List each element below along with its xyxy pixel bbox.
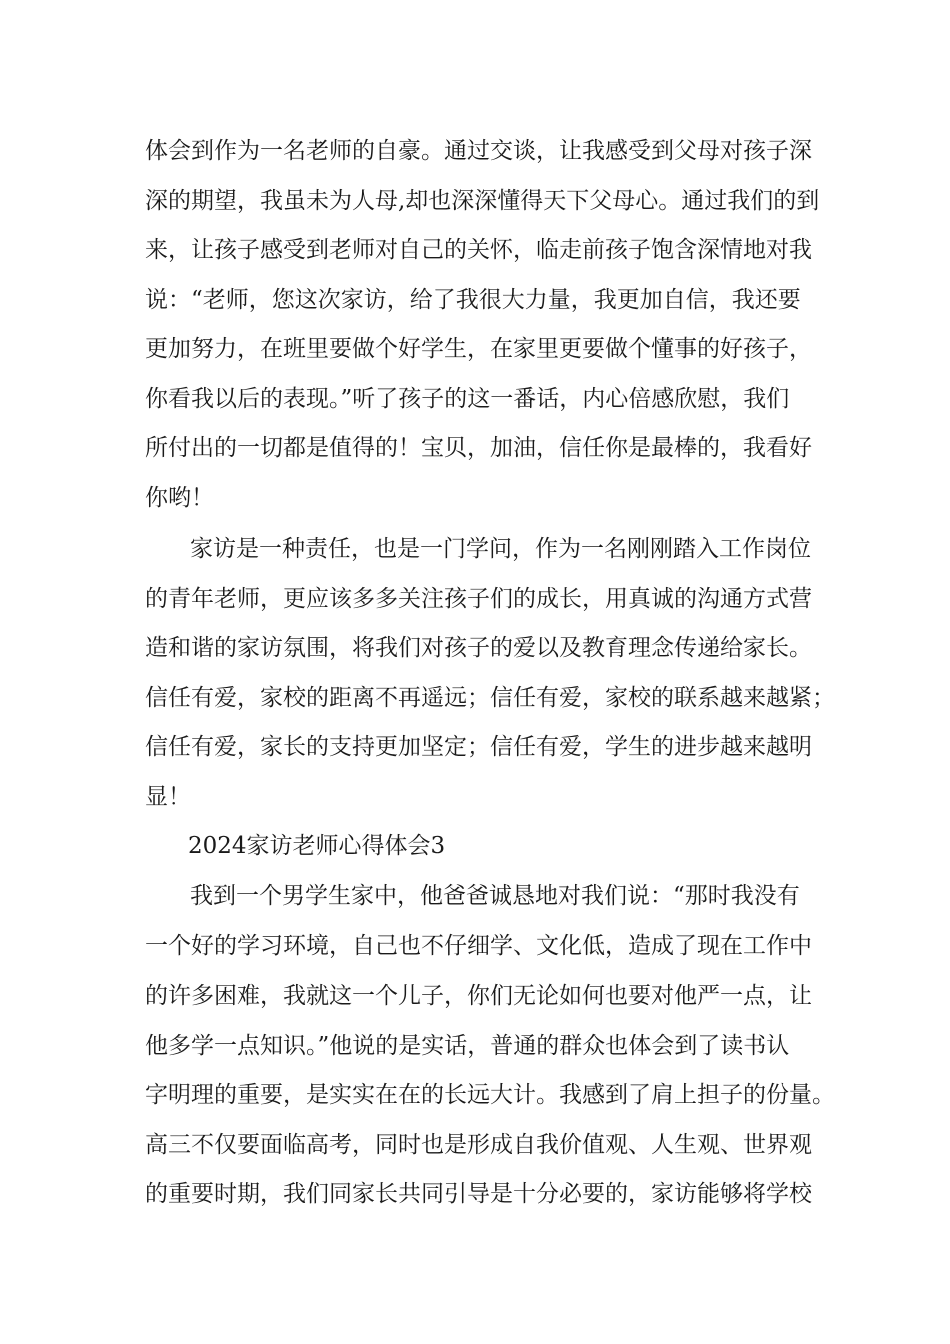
paragraph-line: 的重要时期，我们同家长共同引导是十分必要的，家访能够将学校 [145, 1181, 812, 1207]
paragraph-line: 说：“老师，您这次家访，给了我很大力量，我更加自信，我还要 [145, 287, 801, 313]
paragraph-line: 你哟！ [145, 485, 214, 511]
section-heading: 2024家访老师心得体会3 [188, 833, 446, 859]
paragraph-line: 更加努力，在班里要做个好学生，在家里更要做个懂事的好孩子， [145, 336, 812, 362]
paragraph-line: 信任有爱，家长的支持更加坚定；信任有爱，学生的进步越来越明 [145, 734, 812, 760]
paragraph-line: 造和谐的家访氛围，将我们对孩子的爱以及教育理念传递给家长。 [145, 635, 812, 661]
paragraph-line: 所付出的一切都是值得的！宝贝，加油，信任你是最棒的，我看好 [145, 435, 812, 461]
paragraph-line: 家访是一种责任，也是一门学问，作为一名刚刚踏入工作岗位 [190, 536, 811, 562]
paragraph-line: 深的期望，我虽未为人母,却也深深懂得天下父母心。通过我们的到 [145, 188, 820, 214]
paragraph-line: 一个好的学习环境，自己也不仔细学、文化低，造成了现在工作中 [145, 933, 812, 959]
paragraph-line: 高三不仅要面临高考，同时也是形成自我价值观、人生观、世界观 [145, 1132, 812, 1158]
paragraph-line: 他多学一点知识。”他说的是实话，普通的群众也体会到了读书认 [145, 1033, 790, 1059]
paragraph-line: 体会到作为一名老师的自豪。通过交谈，让我感受到父母对孩子深 [145, 138, 812, 164]
paragraph-line: 的许多困难，我就这一个儿子，你们无论如何也要对他严一点，让 [145, 983, 812, 1009]
paragraph-line: 来，让孩子感受到老师对自己的关怀，临走前孩子饱含深情地对我 [145, 237, 812, 263]
paragraph-line: 字明理的重要，是实实在在的长远大计。我感到了肩上担子的份量。 [145, 1082, 835, 1108]
paragraph-line: 的青年老师，更应该多多关注孩子们的成长，用真诚的沟通方式营 [145, 586, 812, 612]
paragraph-line: 信任有爱，家校的距离不再遥远；信任有爱，家校的联系越来越紧； [145, 685, 835, 711]
paragraph-line: 我到一个男学生家中，他爸爸诚恳地对我们说：“那时我没有 [190, 883, 800, 909]
paragraph-line: 你看我以后的表现。”听了孩子的这一番话，内心倍感欣慰，我们 [145, 386, 790, 412]
paragraph-line: 显！ [145, 784, 191, 810]
